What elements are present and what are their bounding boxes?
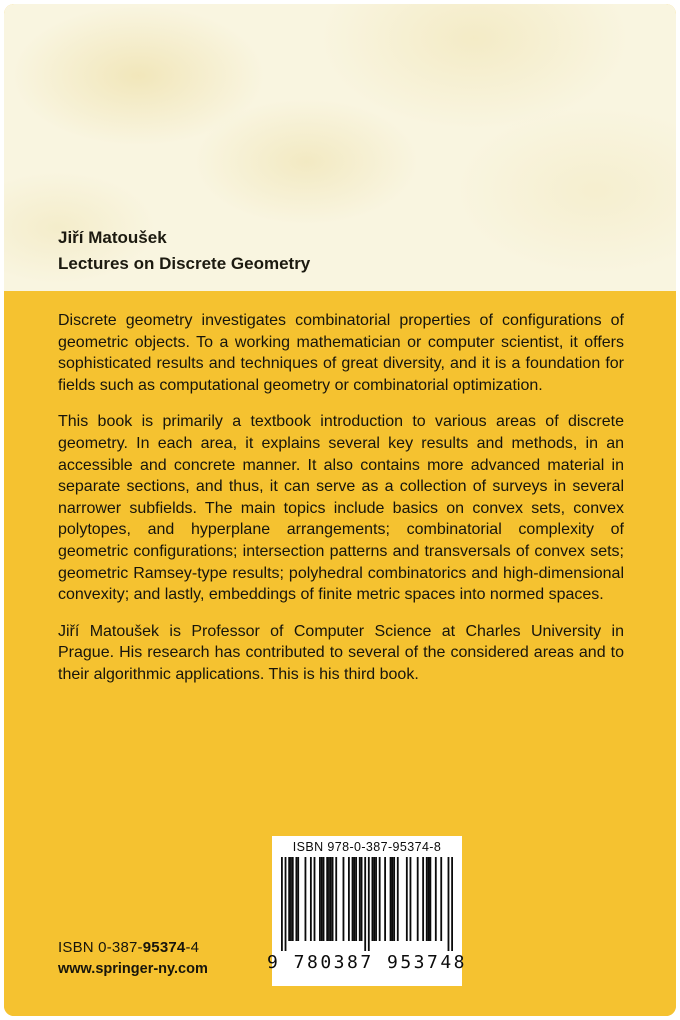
isbn-prefix: ISBN 0-387- bbox=[58, 939, 143, 956]
footer bbox=[58, 938, 208, 980]
barcode-box bbox=[266, 836, 468, 986]
barcode-image bbox=[281, 857, 453, 951]
website-url: www.springer-ny.com bbox=[58, 961, 208, 977]
description-paragraph-2: This book is primarily a textbook introduction to various areas of discrete geometry. In each area, it explains several key results and methods, in an accessible and concrete manner. It also contains more advanced material in separate sections, and thus, it can serve as a collection of surveys in several narrower subfields. The main topics include basics on convex sets, convex polytopes, and hyperplane arrangements; combinatorial complexity of geometric configurations; intersection patterns and transversals of convex sets; geometric Ramsey-type results; polyhedral combinatorics and high-dimensional convexity; and lastly, embeddings of finite metric spaces into normed spaces. bbox=[58, 413, 624, 604]
author-name: Jiří Matoušek bbox=[58, 228, 167, 247]
isbn-suffix: -4 bbox=[185, 939, 200, 956]
footer-isbn bbox=[58, 938, 208, 958]
description-section bbox=[4, 291, 676, 686]
book-title: Lectures on Discrete Geometry bbox=[58, 254, 311, 273]
description-paragraph-1: Discrete geometry investigates combinatorial properties of configurations of geometric objects. To a working mathematician or computer scientist, it offers sophisticated results and techniques of great diversity, and it is a foundation for fields such as computational geometry or combinatorial optimization. bbox=[58, 312, 624, 394]
barcode-digits: 9 780387 953748 bbox=[266, 952, 468, 973]
cream-header-panel bbox=[4, 4, 676, 291]
book-back-cover bbox=[4, 4, 676, 1016]
description-paragraph-3: Jiří Matoušek is Professor of Computer Science at Charles University in Prague. His research has contributed to several of the considered areas and to their algorithmic applications. This is his third book. bbox=[58, 622, 624, 683]
author-title-block bbox=[58, 225, 310, 277]
isbn-bold-part: 95374 bbox=[142, 939, 186, 956]
barcode-isbn-label: ISBN 978-0-387-95374-8 bbox=[292, 840, 442, 854]
